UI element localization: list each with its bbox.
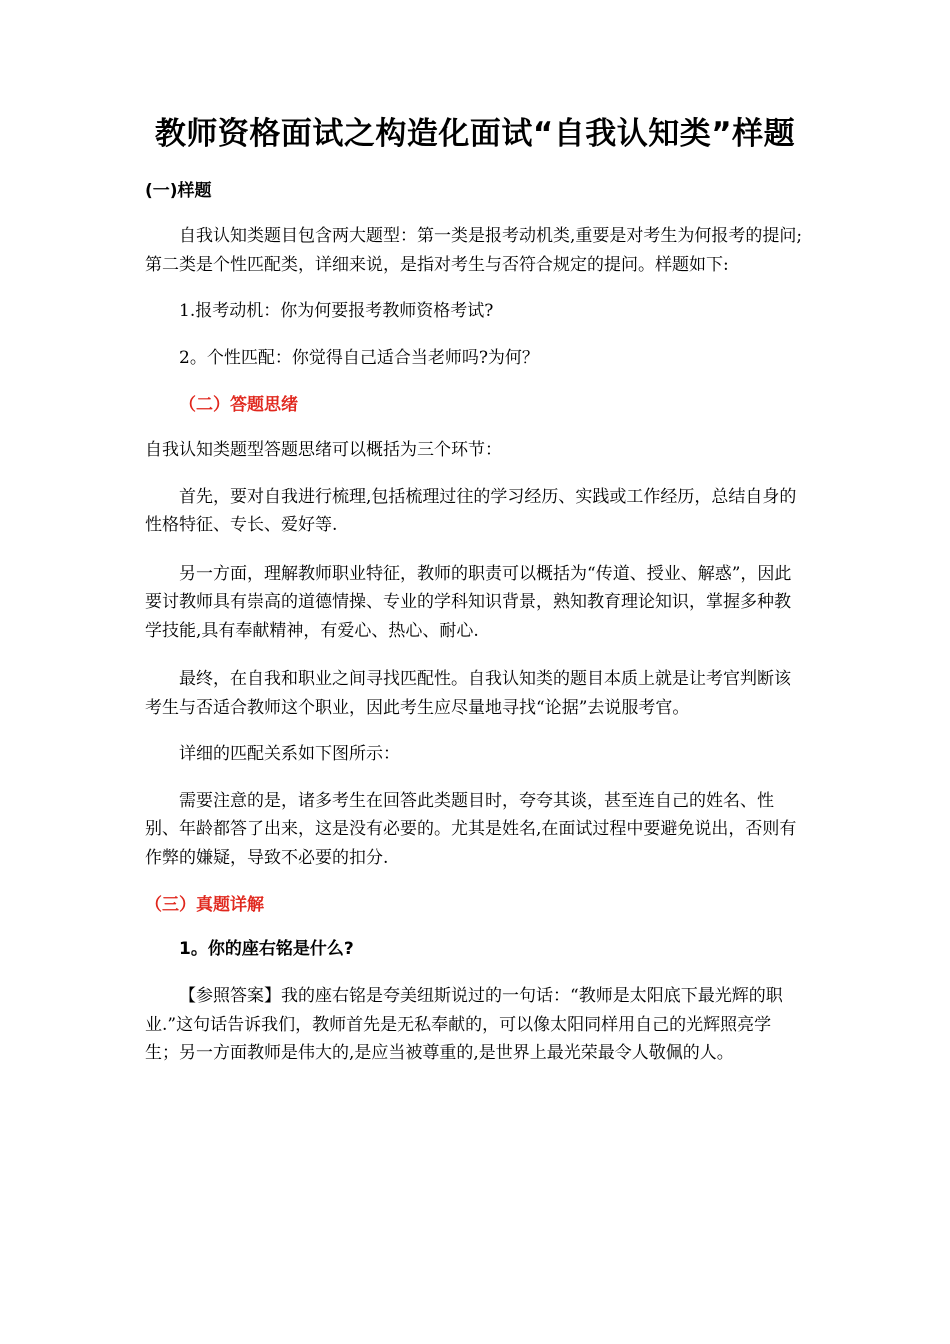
approach-paragraph-3: 最终，在自我和职业之间寻找匹配性。自我认知类的题目本质上就是让考官判断该考生与否适合教师这个职业，因此考生应尽量地寻找“论据”去说服考官。: [145, 669, 791, 718]
real-question-1-heading: 1。你的座右铭是什么?: [179, 939, 354, 959]
sample-question-1: 1.报考动机：你为何要报考教师资格考试?: [179, 301, 494, 321]
section-heading-real-questions: （三）真题详解: [145, 895, 264, 915]
section-heading-samples: (一)样题: [145, 181, 212, 201]
approach-intro-paragraph: 自我认知类题型答题思绪可以概括为三个环节：: [145, 440, 502, 460]
approach-paragraph-2: 另一方面，理解教师职业特征，教师的职责可以概括为“传道、授业、解惑”，因此要讨教师具有崇高的道德情操、专业的学科知识背景，熟知教育理论知识，掌握多种教学技能,具有奉献精神，有爱心、热心、耐心.: [145, 563, 792, 641]
samples-intro-paragraph: 自我认知类题目包含两大题型：第一类是报考动机类,重要是对考生为何报考的提问;第二类是个性匹配类，详细来说，是指对考生与否符合规定的提问。样题如下:: [145, 226, 803, 275]
document-page: [145, 112, 805, 1068]
sample-question-2: 2。个性匹配：你觉得自己适合当老师吗?为何？: [179, 347, 539, 368]
section-heading-approach: （二）答题思绪: [179, 395, 298, 415]
approach-paragraph-4: 详细的匹配关系如下图所示：: [179, 744, 400, 764]
approach-paragraph-1: 首先，要对自我进行梳理,包括梳理过往的学习经历、实践或工作经历，总结自身的性格特征、专长、爱好等.: [145, 486, 797, 535]
real-question-1-answer: 【参照答案】我的座右铭是夸美纽斯说过的一句话：“教师是太阳底下最光辉的职业.”这句话告诉我们，教师首先是无私奉献的，可以像太阳同样用自己的光辉照亮学生；另一方面教师是伟大的,是应当被尊重的,是世界上最光荣最令人敬佩的人。: [145, 986, 783, 1063]
approach-paragraph-5: 需要注意的是，诸多考生在回答此类题目时，夸夸其谈，甚至连自己的姓名、性别、年龄都答了出来，这是没有必要的。尤其是姓名,在面试过程中要避免说出，否则有作弊的嫌疑，导致不必要的扣分.: [145, 790, 797, 868]
document-title: 教师资格面试之构造化面试“自我认知类”样题: [154, 116, 796, 152]
